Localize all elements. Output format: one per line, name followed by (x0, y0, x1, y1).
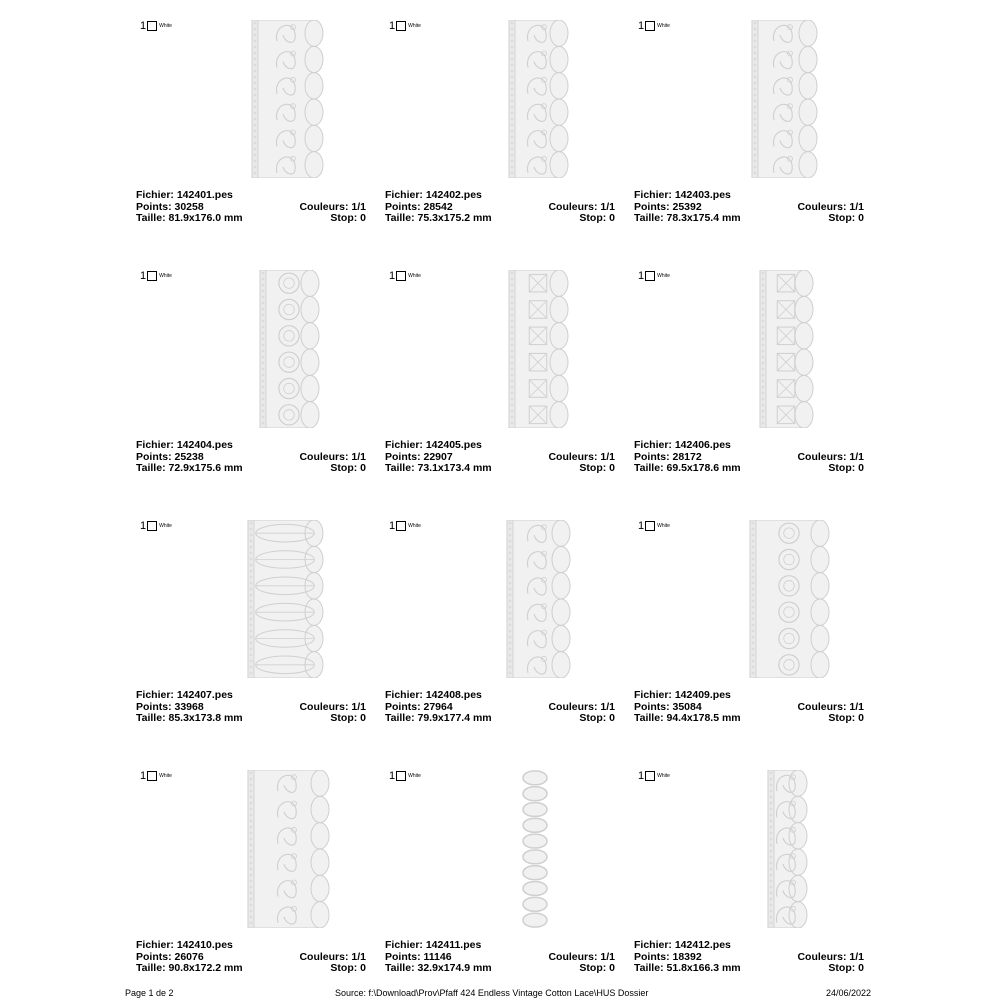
color-swatch (140, 20, 172, 32)
swatch-number: 1 (638, 20, 645, 32)
size-label: Taille: (634, 212, 667, 224)
lace-design-preview (503, 270, 569, 428)
swatch-number: 1 (140, 770, 147, 782)
design-info (136, 190, 366, 225)
design-card (634, 770, 874, 1000)
swatch-number: 1 (389, 520, 396, 532)
design-info (634, 690, 864, 725)
swatch-box (396, 21, 406, 31)
stop-value: 0 (360, 212, 366, 224)
stop-line (330, 713, 366, 725)
swatch-box (147, 21, 157, 31)
design-card (385, 770, 625, 1000)
swatch-color-name: White (657, 523, 670, 529)
size-line (136, 963, 243, 975)
color-swatch (140, 270, 172, 282)
stop-value: 0 (858, 712, 864, 724)
design-card (385, 20, 625, 250)
design-card (634, 520, 874, 750)
color-swatch (389, 20, 421, 32)
design-card (136, 20, 376, 250)
colors-value: 1/1 (351, 700, 366, 713)
design-info (634, 940, 864, 975)
size-value: 90.8x172.2 mm (168, 962, 243, 974)
design-card (634, 270, 874, 500)
file-label: Fichier: (136, 689, 177, 701)
swatch-number: 1 (389, 270, 396, 282)
file-name: 142404.pes (176, 439, 233, 451)
stop-label: Stop: (579, 462, 610, 474)
colors-value: 1/1 (600, 700, 615, 713)
color-swatch (140, 520, 172, 532)
size-value: 78.3x175.4 mm (666, 212, 741, 224)
size-value: 85.3x173.8 mm (168, 712, 243, 724)
stop-line (579, 963, 615, 975)
size-value: 81.9x176.0 mm (168, 212, 243, 224)
design-card (634, 20, 874, 250)
colors-label: Couleurs: (797, 950, 850, 963)
design-info (385, 940, 615, 975)
swatch-color-name: White (408, 273, 421, 279)
stop-label: Stop: (579, 962, 610, 974)
swatch-box (147, 271, 157, 281)
stop-line (828, 463, 864, 475)
colors-label: Couleurs: (299, 700, 352, 713)
points-label: Points: (634, 200, 673, 213)
print-date: 24/06/2022 (826, 988, 872, 998)
colors-value: 1/1 (849, 200, 864, 213)
points-label: Points: (634, 700, 673, 713)
lace-design-preview (746, 20, 818, 178)
color-swatch (638, 270, 670, 282)
stop-value: 0 (609, 462, 615, 474)
design-card (136, 520, 376, 750)
points-label: Points: (385, 700, 424, 713)
lace-design-preview (242, 770, 330, 928)
lace-design-preview (744, 520, 830, 678)
swatch-box (645, 521, 655, 531)
size-label: Taille: (136, 462, 169, 474)
swatch-number: 1 (638, 520, 645, 532)
size-value: 32.9x174.9 mm (417, 962, 492, 974)
swatch-number: 1 (140, 520, 147, 532)
stop-label: Stop: (828, 212, 859, 224)
design-card (385, 270, 625, 500)
design-info (385, 690, 615, 725)
swatch-box (645, 771, 655, 781)
file-name: 142401.pes (176, 189, 233, 201)
size-value: 79.9x177.4 mm (417, 712, 492, 724)
colors-label: Couleurs: (548, 200, 601, 213)
points-value: 33968 (174, 700, 204, 713)
size-value: 94.4x178.5 mm (666, 712, 741, 724)
colors-label: Couleurs: (797, 200, 850, 213)
file-name: 142402.pes (425, 189, 482, 201)
points-value: 25238 (174, 450, 204, 463)
size-line (385, 213, 492, 225)
colors-value: 1/1 (600, 950, 615, 963)
swatch-color-name: White (657, 773, 670, 779)
file-name: 142405.pes (425, 439, 482, 451)
design-card (136, 270, 376, 500)
file-label: Fichier: (385, 189, 426, 201)
swatch-color-name: White (159, 273, 172, 279)
swatch-box (645, 271, 655, 281)
colors-label: Couleurs: (548, 450, 601, 463)
size-value: 69.5x178.6 mm (666, 462, 741, 474)
stop-label: Stop: (330, 712, 361, 724)
stop-label: Stop: (579, 212, 610, 224)
design-info (136, 940, 366, 975)
swatch-number: 1 (140, 20, 147, 32)
swatch-box (147, 771, 157, 781)
stop-value: 0 (360, 712, 366, 724)
swatch-number: 1 (140, 270, 147, 282)
color-swatch (638, 20, 670, 32)
color-swatch (389, 520, 421, 532)
colors-value: 1/1 (351, 450, 366, 463)
file-label: Fichier: (136, 189, 177, 201)
stop-line (828, 963, 864, 975)
stop-line (330, 463, 366, 475)
points-label: Points: (136, 700, 175, 713)
swatch-color-name: White (159, 23, 172, 29)
size-label: Taille: (634, 712, 667, 724)
stop-label: Stop: (828, 962, 859, 974)
swatch-color-name: White (159, 773, 172, 779)
size-label: Taille: (136, 712, 169, 724)
file-label: Fichier: (634, 189, 675, 201)
design-info (634, 440, 864, 475)
swatch-box (147, 521, 157, 531)
colors-label: Couleurs: (299, 200, 352, 213)
color-swatch (638, 770, 670, 782)
size-label: Taille: (385, 962, 418, 974)
color-swatch (389, 270, 421, 282)
file-name: 142407.pes (176, 689, 233, 701)
size-line (385, 463, 492, 475)
swatch-color-name: White (408, 773, 421, 779)
stop-value: 0 (609, 712, 615, 724)
file-name: 142412.pes (674, 939, 731, 951)
size-label: Taille: (634, 962, 667, 974)
points-label: Points: (136, 450, 175, 463)
color-swatch (140, 770, 172, 782)
design-info (136, 690, 366, 725)
colors-label: Couleurs: (548, 700, 601, 713)
size-label: Taille: (634, 462, 667, 474)
file-name: 142403.pes (674, 189, 731, 201)
points-label: Points: (136, 950, 175, 963)
size-line (136, 713, 243, 725)
swatch-number: 1 (638, 270, 645, 282)
lace-design-preview (754, 270, 814, 428)
stop-line (579, 463, 615, 475)
size-line (136, 463, 243, 475)
size-line (634, 963, 741, 975)
colors-label: Couleurs: (299, 950, 352, 963)
file-name: 142411.pes (425, 939, 482, 951)
design-info (136, 440, 366, 475)
stop-label: Stop: (330, 962, 361, 974)
file-label: Fichier: (385, 939, 426, 951)
colors-value: 1/1 (849, 700, 864, 713)
stop-label: Stop: (828, 712, 859, 724)
size-line (634, 463, 741, 475)
swatch-box (396, 771, 406, 781)
file-label: Fichier: (634, 439, 675, 451)
design-info (385, 440, 615, 475)
points-value: 25392 (672, 200, 702, 213)
size-line (385, 713, 492, 725)
source-path: Source: f:\Download\Prov\Pfaff 424 Endless Vintage Cotton Lace\HUS Dossier (335, 988, 649, 998)
file-label: Fichier: (634, 689, 675, 701)
design-card (385, 520, 625, 750)
size-line (634, 213, 741, 225)
points-value: 11146 (423, 950, 452, 963)
stop-line (330, 963, 366, 975)
swatch-number: 1 (638, 770, 645, 782)
colors-value: 1/1 (351, 950, 366, 963)
file-name: 142408.pes (425, 689, 482, 701)
size-label: Taille: (136, 962, 169, 974)
stop-value: 0 (858, 212, 864, 224)
file-label: Fichier: (136, 439, 177, 451)
size-value: 72.9x175.6 mm (168, 462, 243, 474)
swatch-color-name: White (408, 523, 421, 529)
swatch-color-name: White (657, 23, 670, 29)
points-label: Points: (634, 950, 673, 963)
file-label: Fichier: (385, 439, 426, 451)
file-name: 142409.pes (674, 689, 731, 701)
lace-design-preview (762, 770, 808, 928)
size-value: 73.1x173.4 mm (417, 462, 492, 474)
points-label: Points: (385, 450, 424, 463)
swatch-color-name: White (408, 23, 421, 29)
swatch-number: 1 (389, 20, 396, 32)
colors-label: Couleurs: (797, 450, 850, 463)
design-card (136, 770, 376, 1000)
points-value: 22907 (423, 450, 453, 463)
size-line (385, 963, 492, 975)
design-info (385, 190, 615, 225)
points-label: Points: (385, 200, 424, 213)
colors-label: Couleurs: (299, 450, 352, 463)
size-label: Taille: (136, 212, 169, 224)
stop-value: 0 (360, 962, 366, 974)
color-swatch (638, 520, 670, 532)
stop-line (330, 213, 366, 225)
points-value: 28172 (672, 450, 702, 463)
lace-design-preview (254, 270, 320, 428)
size-line (634, 713, 741, 725)
stop-line (828, 713, 864, 725)
size-label: Taille: (385, 712, 418, 724)
points-value: 30258 (174, 200, 204, 213)
lace-design-preview (246, 20, 324, 178)
swatch-box (645, 21, 655, 31)
colors-value: 1/1 (849, 950, 864, 963)
lace-design-preview (242, 520, 324, 678)
points-label: Points: (634, 450, 673, 463)
colors-value: 1/1 (351, 200, 366, 213)
colors-value: 1/1 (600, 450, 615, 463)
stop-label: Stop: (579, 712, 610, 724)
stop-label: Stop: (330, 462, 361, 474)
swatch-number: 1 (389, 770, 396, 782)
stop-value: 0 (609, 212, 615, 224)
stop-value: 0 (858, 962, 864, 974)
size-label: Taille: (385, 462, 418, 474)
points-value: 28542 (423, 200, 453, 213)
stop-line (579, 213, 615, 225)
stop-label: Stop: (330, 212, 361, 224)
stop-line (828, 213, 864, 225)
points-value: 26076 (174, 950, 204, 963)
file-label: Fichier: (385, 689, 426, 701)
size-label: Taille: (385, 212, 418, 224)
size-value: 75.3x175.2 mm (417, 212, 492, 224)
design-info (634, 190, 864, 225)
lace-design-preview (501, 520, 571, 678)
color-swatch (389, 770, 421, 782)
stop-value: 0 (609, 962, 615, 974)
file-label: Fichier: (136, 939, 177, 951)
swatch-box (396, 271, 406, 281)
size-value: 51.8x166.3 mm (666, 962, 741, 974)
points-label: Points: (385, 950, 424, 963)
size-line (136, 213, 243, 225)
swatch-color-name: White (657, 273, 670, 279)
colors-value: 1/1 (600, 200, 615, 213)
lace-design-preview (521, 770, 549, 928)
points-value: 27964 (423, 700, 453, 713)
stop-line (579, 713, 615, 725)
stop-value: 0 (858, 462, 864, 474)
colors-label: Couleurs: (548, 950, 601, 963)
points-value: 35084 (672, 700, 702, 713)
lace-design-preview (503, 20, 569, 178)
stop-value: 0 (360, 462, 366, 474)
file-name: 142406.pes (674, 439, 731, 451)
swatch-box (396, 521, 406, 531)
points-value: 18392 (672, 950, 702, 963)
page-number: Page 1 de 2 (125, 988, 174, 998)
file-label: Fichier: (634, 939, 675, 951)
file-name: 142410.pes (176, 939, 233, 951)
colors-value: 1/1 (849, 450, 864, 463)
colors-label: Couleurs: (797, 700, 850, 713)
points-label: Points: (136, 200, 175, 213)
stop-label: Stop: (828, 462, 859, 474)
swatch-color-name: White (159, 523, 172, 529)
